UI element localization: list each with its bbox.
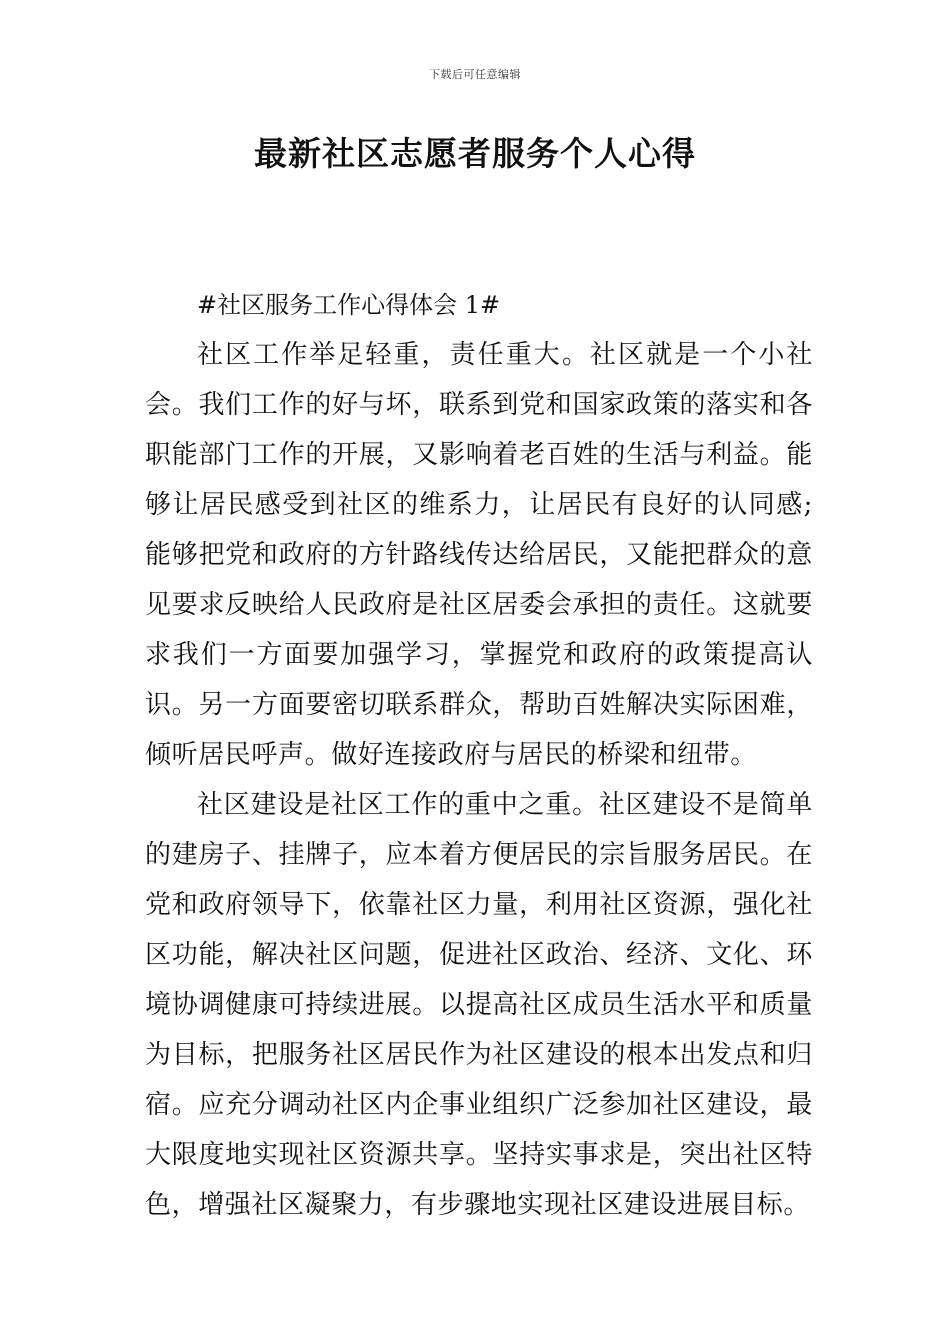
header-note: 下载后可任意编辑 [429,68,521,81]
section-heading: #社区服务工作心得体会 1# [197,291,501,319]
document-title: 最新社区志愿者服务个人心得 [254,134,696,173]
paragraph-1: 社区工作举足轻重，责任重大。社区就是一个小社会。我们工作的好与坏，联系到党和国家政策的落实和各职能部门工作的开展，又影响着老百姓的生活与利益。能够让居民感受到社区的维系力，让居民有良好的认同感;能够把党和政府的方针路线传达给居民，又能把群众的意见要求反映给人民政府是社区居委会承担的责任。这就要求我们一方面要加强学习，掌握党和政府的政策提高认识。另一方面要密切联系群众，帮助百姓解决实际困难，倾听居民呼声。做好连接政府与居民的桥梁和纽带。 [145,340,813,770]
paragraph-2: 社区建设是社区工作的重中之重。社区建设不是简单的建房子、挂牌子，应本着方便居民的宗旨服务居民。在党和政府领导下，依靠社区力量，利用社区资源，强化社区功能，解决社区问题，促进社区政治、经济、文化、环境协调健康可持续进展。以提高社区成员生活水平和质量为目标，把服务社区居民作为社区建设的根本出发点和归宿。应充分调动社区内企事业组织广泛参加社区建设，最大限度地实现社区资源共享。坚持实事求是，突出社区特色，增强社区凝聚力，有步骤地实现社区建设进展目标。 [145,790,813,1220]
document-body [145,280,813,1230]
